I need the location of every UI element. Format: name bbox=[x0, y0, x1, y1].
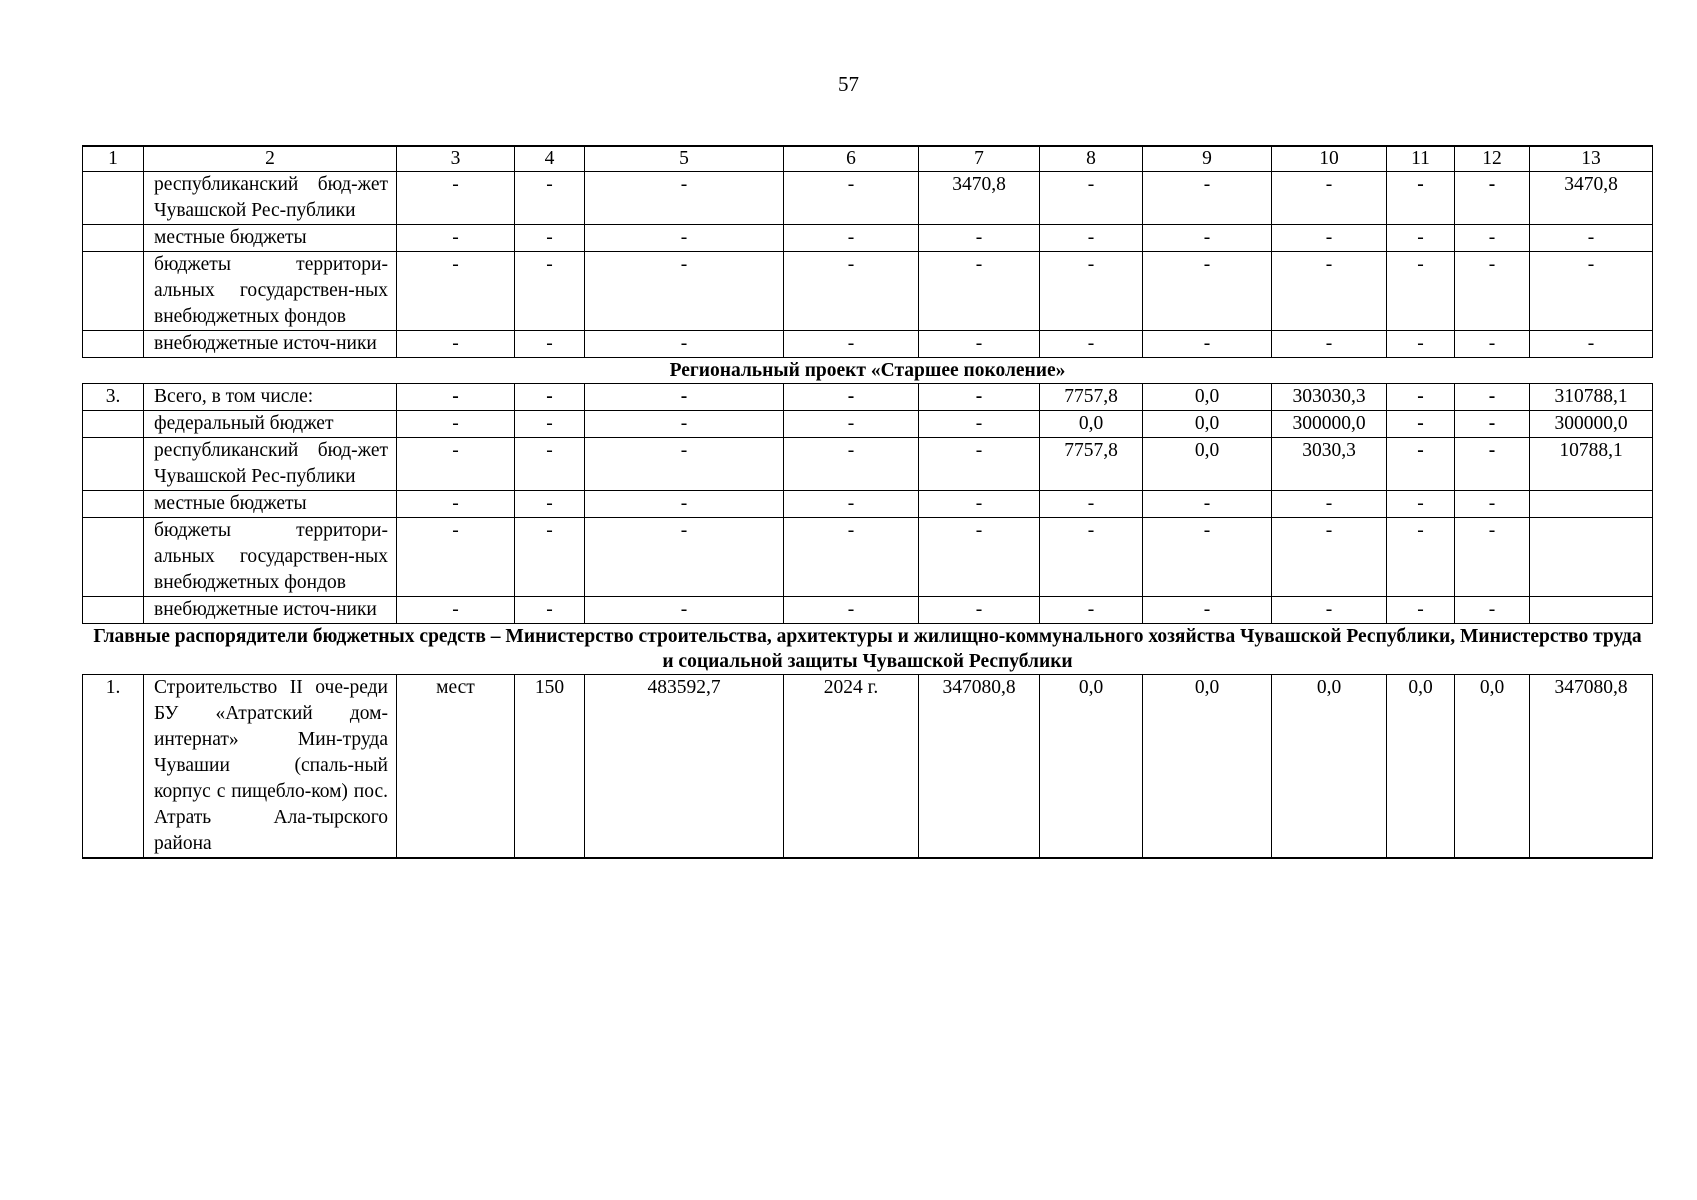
table-row bbox=[83, 597, 1653, 624]
table-cell: - bbox=[919, 491, 1040, 518]
table-row bbox=[83, 225, 1653, 252]
column-header: 13 bbox=[1530, 146, 1653, 172]
table-cell: - bbox=[1387, 438, 1455, 491]
table-cell: - bbox=[1272, 597, 1387, 624]
table-cell: - bbox=[397, 491, 515, 518]
table-row bbox=[83, 384, 1653, 411]
table-cell: - bbox=[1040, 252, 1143, 331]
table-cell: - bbox=[1387, 518, 1455, 597]
table-cell: - bbox=[784, 491, 919, 518]
table-cell: - bbox=[919, 518, 1040, 597]
column-header: 11 bbox=[1387, 146, 1455, 172]
section-title-regional: Региональный проект «Старшее поколение» bbox=[83, 358, 1653, 384]
table-cell: - bbox=[397, 438, 515, 491]
table-cell: - bbox=[1387, 172, 1455, 225]
column-header: 3 bbox=[397, 146, 515, 172]
table-cell: - bbox=[919, 225, 1040, 252]
column-header: 1 bbox=[83, 146, 144, 172]
column-header: 6 bbox=[784, 146, 919, 172]
table-cell: - bbox=[784, 411, 919, 438]
table-cell: - bbox=[1387, 597, 1455, 624]
table-row bbox=[83, 518, 1653, 597]
section-title-regional-row bbox=[83, 358, 1653, 384]
row-label: федеральный бюджет bbox=[144, 411, 397, 438]
table-cell: - bbox=[397, 172, 515, 225]
column-header: 10 bbox=[1272, 146, 1387, 172]
table-cell: - bbox=[1455, 438, 1530, 491]
table-cell: - bbox=[585, 411, 784, 438]
table-cell: - bbox=[515, 172, 585, 225]
table-cell: - bbox=[515, 518, 585, 597]
table-cell: - bbox=[919, 597, 1040, 624]
row-number bbox=[83, 225, 144, 252]
table-cell: - bbox=[515, 597, 585, 624]
table-cell: - bbox=[1387, 491, 1455, 518]
table-cell: 3030,3 bbox=[1272, 438, 1387, 491]
table-cell: - bbox=[1530, 252, 1653, 331]
section-title-main-row bbox=[83, 624, 1653, 675]
table-cell: - bbox=[919, 411, 1040, 438]
column-number-row bbox=[83, 146, 1653, 172]
table-row bbox=[83, 252, 1653, 331]
table-cell: - bbox=[515, 252, 585, 331]
table-cell: - bbox=[515, 438, 585, 491]
table-cell: 3470,8 bbox=[1530, 172, 1653, 225]
row-label: республиканский бюд-жет Чувашской Рес-публики bbox=[144, 172, 397, 225]
table-cell: - bbox=[1455, 331, 1530, 358]
row-label: Строительство II оче-реди БУ «Атратский дом-интернат» Мин-труда Чувашии (спаль-ный корпус с пищебло-ком) пос. Атрать Ала-тырского района bbox=[144, 675, 397, 859]
table-cell: - bbox=[1455, 384, 1530, 411]
table-cell: - bbox=[919, 438, 1040, 491]
table-cell: 7757,8 bbox=[1040, 438, 1143, 491]
table-cell: - bbox=[1530, 225, 1653, 252]
table-cell: 7757,8 bbox=[1040, 384, 1143, 411]
table-cell: - bbox=[397, 411, 515, 438]
table-cell: - bbox=[515, 491, 585, 518]
row-number bbox=[83, 518, 144, 597]
table-cell: - bbox=[784, 331, 919, 358]
row-label: местные бюджеты bbox=[144, 225, 397, 252]
table-cell bbox=[1530, 518, 1653, 597]
table-cell: 3470,8 bbox=[919, 172, 1040, 225]
table-cell: - bbox=[1455, 518, 1530, 597]
table-cell: 310788,1 bbox=[1530, 384, 1653, 411]
row-label: бюджеты территори-альных государствен-ных внебюджетных фондов bbox=[144, 252, 397, 331]
table-cell: - bbox=[1455, 491, 1530, 518]
table-cell: - bbox=[1272, 225, 1387, 252]
row-label: бюджеты территори-альных государствен-ных внебюджетных фондов bbox=[144, 518, 397, 597]
table-cell: - bbox=[585, 172, 784, 225]
table-cell: - bbox=[784, 438, 919, 491]
table-cell: - bbox=[1455, 597, 1530, 624]
row-label: внебюджетные источ-ники bbox=[144, 331, 397, 358]
table-row bbox=[83, 172, 1653, 225]
row-label: республиканский бюд-жет Чувашской Рес-публики bbox=[144, 438, 397, 491]
table-cell: - bbox=[1455, 172, 1530, 225]
table-cell: - bbox=[784, 225, 919, 252]
table-cell: - bbox=[1143, 518, 1272, 597]
table-cell: - bbox=[1143, 491, 1272, 518]
table-cell: - bbox=[585, 518, 784, 597]
table-cell: 0,0 bbox=[1143, 384, 1272, 411]
table-cell: - bbox=[397, 225, 515, 252]
column-header: 12 bbox=[1455, 146, 1530, 172]
table-cell: - bbox=[1040, 225, 1143, 252]
column-header: 4 bbox=[515, 146, 585, 172]
row-number bbox=[83, 438, 144, 491]
table-cell: 300000,0 bbox=[1530, 411, 1653, 438]
column-header: 2 bbox=[144, 146, 397, 172]
table-cell: - bbox=[1387, 411, 1455, 438]
table-cell: - bbox=[397, 252, 515, 331]
table-cell: 303030,3 bbox=[1272, 384, 1387, 411]
table-cell: - bbox=[1040, 491, 1143, 518]
table-cell: 0,0 bbox=[1387, 675, 1455, 859]
table-cell: - bbox=[1272, 331, 1387, 358]
table-cell: - bbox=[1040, 172, 1143, 225]
budget-table bbox=[82, 145, 1653, 859]
table-cell: - bbox=[784, 384, 919, 411]
table-cell: - bbox=[1040, 331, 1143, 358]
table-cell: - bbox=[1143, 597, 1272, 624]
table-cell: - bbox=[585, 438, 784, 491]
table-row bbox=[83, 331, 1653, 358]
table-row bbox=[83, 675, 1653, 859]
table-cell: 347080,8 bbox=[919, 675, 1040, 859]
table-cell: - bbox=[784, 597, 919, 624]
row-number: 1. bbox=[83, 675, 144, 859]
table-cell: - bbox=[515, 411, 585, 438]
table-cell: - bbox=[1143, 172, 1272, 225]
section-title-main: Главные распорядители бюджетных средств – Министерство строительства, архитектуры и жилищно-коммунального хозяйства Чувашской Республики, Министерство труда и социальной защиты Чувашской Республики bbox=[83, 624, 1653, 675]
table-cell: - bbox=[397, 597, 515, 624]
table-cell: 150 bbox=[515, 675, 585, 859]
table-cell: - bbox=[784, 252, 919, 331]
table-cell: - bbox=[919, 331, 1040, 358]
row-number bbox=[83, 331, 144, 358]
table-cell bbox=[1530, 597, 1653, 624]
table-cell: - bbox=[397, 518, 515, 597]
table-cell: - bbox=[1530, 331, 1653, 358]
table-cell: 300000,0 bbox=[1272, 411, 1387, 438]
table-cell: - bbox=[1455, 225, 1530, 252]
row-label: внебюджетные источ-ники bbox=[144, 597, 397, 624]
table-cell: - bbox=[1387, 331, 1455, 358]
table-cell: - bbox=[1143, 225, 1272, 252]
table-cell: 0,0 bbox=[1143, 675, 1272, 859]
table-row bbox=[83, 411, 1653, 438]
table-cell: - bbox=[585, 331, 784, 358]
table-cell: - bbox=[1272, 491, 1387, 518]
page-number: 57 bbox=[838, 72, 859, 96]
table-cell: - bbox=[1143, 331, 1272, 358]
table-cell: 0,0 bbox=[1143, 411, 1272, 438]
table-cell: - bbox=[919, 252, 1040, 331]
table-cell: - bbox=[1040, 597, 1143, 624]
table-cell: - bbox=[1455, 252, 1530, 331]
table-cell: - bbox=[1387, 252, 1455, 331]
column-header: 7 bbox=[919, 146, 1040, 172]
table-cell: - bbox=[784, 518, 919, 597]
table-cell: 0,0 bbox=[1040, 675, 1143, 859]
table-cell: 2024 г. bbox=[784, 675, 919, 859]
column-header: 5 bbox=[585, 146, 784, 172]
table-cell: 347080,8 bbox=[1530, 675, 1653, 859]
column-header: 9 bbox=[1143, 146, 1272, 172]
table-cell: 0,0 bbox=[1455, 675, 1530, 859]
table-cell: 0,0 bbox=[1143, 438, 1272, 491]
table-cell bbox=[1530, 491, 1653, 518]
column-header: 8 bbox=[1040, 146, 1143, 172]
row-label: Всего, в том числе: bbox=[144, 384, 397, 411]
table-cell: - bbox=[1387, 225, 1455, 252]
table-body bbox=[83, 146, 1653, 858]
table-cell: - bbox=[585, 384, 784, 411]
table-cell: - bbox=[1455, 411, 1530, 438]
row-number bbox=[83, 172, 144, 225]
table-cell: - bbox=[1272, 172, 1387, 225]
table-cell: - bbox=[515, 384, 585, 411]
table-cell: 0,0 bbox=[1272, 675, 1387, 859]
table-cell: - bbox=[585, 597, 784, 624]
table-cell: мест bbox=[397, 675, 515, 859]
row-number: 3. bbox=[83, 384, 144, 411]
table-cell: - bbox=[1272, 518, 1387, 597]
table-row bbox=[83, 438, 1653, 491]
table-cell: - bbox=[919, 384, 1040, 411]
table-cell: 10788,1 bbox=[1530, 438, 1653, 491]
table-cell: 483592,7 bbox=[585, 675, 784, 859]
table-row bbox=[83, 491, 1653, 518]
table-cell: - bbox=[1143, 252, 1272, 331]
table-cell: - bbox=[397, 384, 515, 411]
row-number bbox=[83, 252, 144, 331]
row-label: местные бюджеты bbox=[144, 491, 397, 518]
row-number bbox=[83, 597, 144, 624]
table-cell: - bbox=[1040, 518, 1143, 597]
row-number bbox=[83, 491, 144, 518]
table-cell: - bbox=[784, 172, 919, 225]
table-cell: - bbox=[585, 491, 784, 518]
table-cell: - bbox=[585, 225, 784, 252]
row-number bbox=[83, 411, 144, 438]
table-cell: - bbox=[585, 252, 784, 331]
table-cell: 0,0 bbox=[1040, 411, 1143, 438]
table-cell: - bbox=[515, 225, 585, 252]
table-cell: - bbox=[1272, 252, 1387, 331]
table-cell: - bbox=[515, 331, 585, 358]
table-cell: - bbox=[1387, 384, 1455, 411]
table-cell: - bbox=[397, 331, 515, 358]
